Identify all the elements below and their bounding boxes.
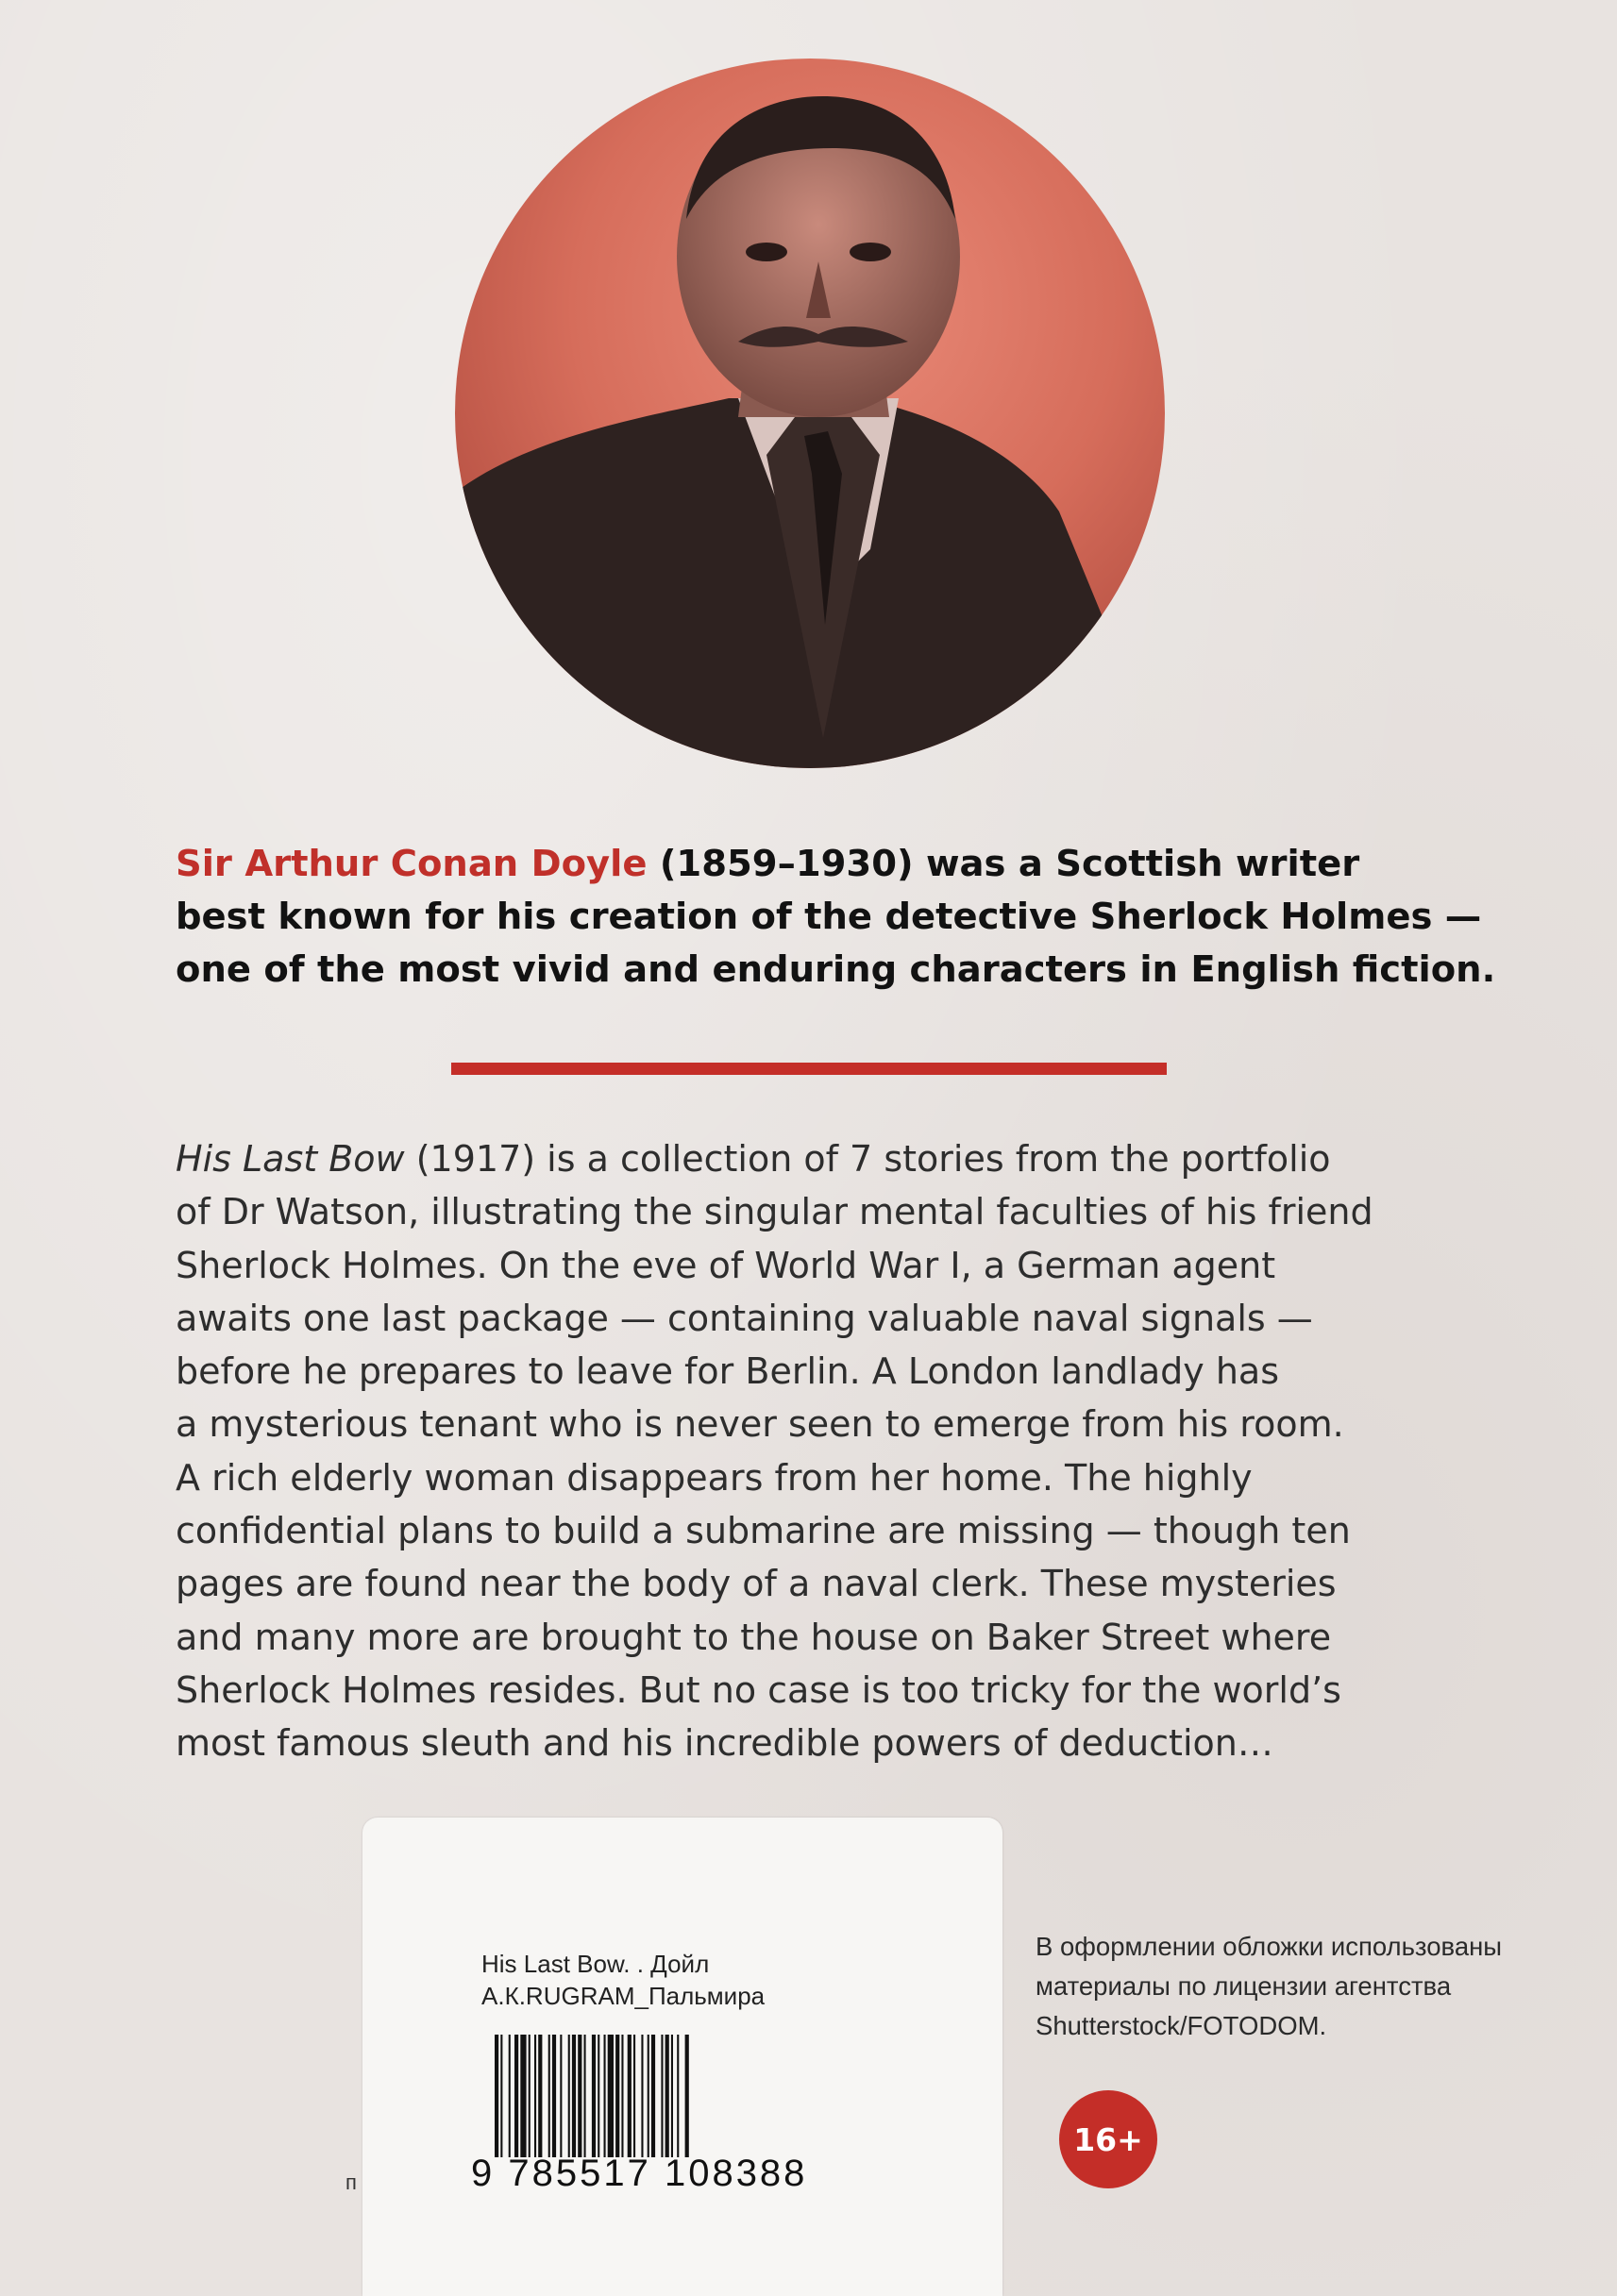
sticker-label (481, 1948, 878, 2012)
price-sticker (362, 1818, 1002, 2296)
isbn-number: 9 785517 108388 (471, 2153, 808, 2194)
bio-line-1: (1859–1930) was a Scottish writer (647, 843, 1360, 885)
bio-line-3: one of the most vivid and enduring characters in English fiction. (176, 948, 1496, 991)
sticker-line-2: А.К.RUGRAM_Пальмира (481, 1982, 766, 2010)
age-rating-badge: 16+ (1059, 2090, 1157, 2188)
author-portrait (455, 59, 1165, 768)
image-credits (1036, 1927, 1564, 2046)
bio-line-2: best known for his creation of the detective Sherlock Holmes — (176, 896, 1482, 938)
description-line: confidential plans to build a submarine are missing — though ten (176, 1510, 1351, 1552)
divider-rule (451, 1063, 1167, 1075)
description-line: most famous sleuth and his incredible powers of deduction… (176, 1722, 1273, 1765)
credits-line-1: В оформлении обложки использованы (1036, 1932, 1503, 1961)
description-line: Sherlock Holmes. On the eve of World War I, a German agent (176, 1244, 1276, 1286)
book-title: His Last Bow (176, 1138, 405, 1180)
author-name: Sir Arthur Conan Doyle (176, 843, 648, 885)
sticker-line-1: His Last Bow. . Дойл (481, 1950, 710, 1978)
description-line: awaits one last package — containing valuable naval signals — (176, 1297, 1313, 1339)
author-portrait-photo (455, 59, 1165, 768)
description-line: before he prepares to leave for Berlin. A London landlady has (176, 1350, 1280, 1393)
partial-text-under-sticker: п (345, 2170, 357, 2194)
description-line: A rich elderly woman disappears from her home. The highly (176, 1456, 1253, 1499)
barcode-icon (495, 2035, 853, 2157)
barcode (495, 2035, 853, 2157)
author-bio (176, 838, 1535, 997)
description-line: Sherlock Holmes resides. But no case is too tricky for the world’s (176, 1668, 1341, 1711)
credits-line-2: материалы по лицензии агентства (1036, 1971, 1452, 2001)
description-line: a mysterious tenant who is never seen to emerge from his room. (176, 1403, 1344, 1446)
credits-line-3: Shutterstock/FOTODOM. (1036, 2011, 1327, 2040)
description-line: of Dr Watson, illustrating the singular mental faculties of his friend (176, 1191, 1373, 1233)
description-line: pages are found near the body of a naval clerk. These mysteries (176, 1563, 1337, 1605)
book-description (176, 1132, 1497, 1770)
description-line: and many more are brought to the house on Baker Street where (176, 1616, 1332, 1658)
description-line-1: (1917) is a collection of 7 stories from the portfolio (404, 1138, 1331, 1180)
